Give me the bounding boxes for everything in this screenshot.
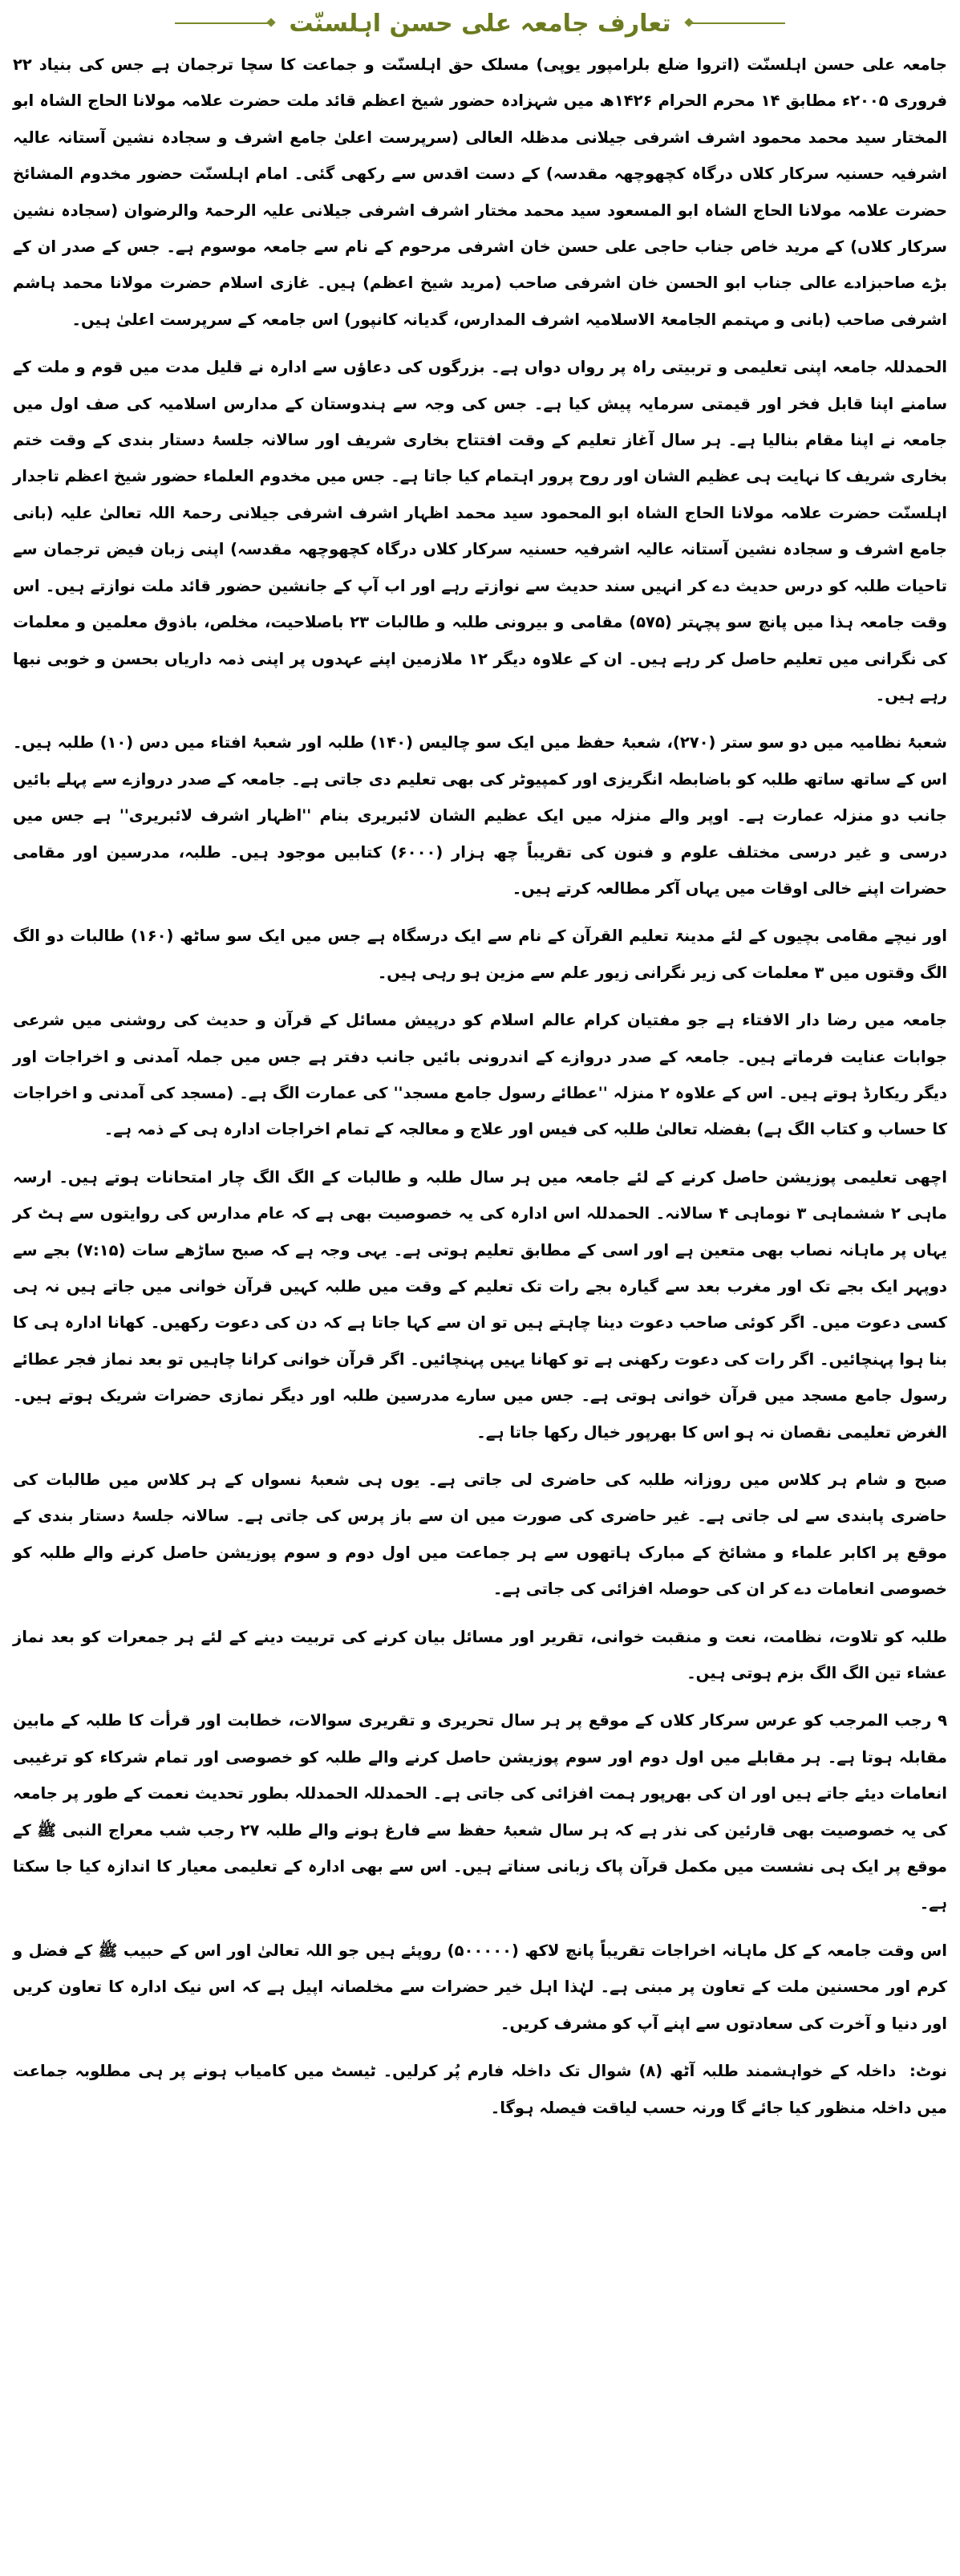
paragraph-progress: الحمدللہ جامعہ اپنی تعلیمی و تربیتی راہ پر رواں دواں ہے۔ بزرگوں کی دعاؤں سے ادارہ نے قلیل مدت میں قوم و ملت کے سامنے اپنا قابل فخر اور قیمتی سرمایہ پیش کیا ہے۔ جس کی وجہ سے ہندوستان کے مدارس اسلامیہ کی صف اول میں جامعہ نے اپنا مقام بنالیا ہے۔ ہر سال آغاز تعلیم کے وقت افتتاح بخاری شریف اور سالانہ جلسۂ دستار بندی کے وقت ختم بخاری شریف کا نہایت ہی عظیم الشان اور روح پرور اہتمام کیا جاتا ہے۔ جس میں مخدوم العلماء حضور شیخ اعظم تاجدار اہلسنّت حضرت علامہ مولانا الحاج الشاہ ابو المحمود سید محمد اظہار اشرف اشرفی جیلانی رحمۃ اللہ تعالیٰ علیہ (بانی جامع اشرف و سجادہ نشین آستانہ عالیہ اشرفیہ حسنیہ سرکار کلاں درگاہ کچھوچھہ مقدسہ) اپنی زبان فیض ترجمان سے تاحیات طلبہ کو درس حدیث دے کر انہیں سند حدیث سے نوازتے رہے اور اب آپ کے جانشین حضور قائد ملت نوازتے ہیں۔ اس وقت جامعہ ہذا میں پانچ سو پچہتر (۵۷۵) مقامی و بیرونی طلبہ و طالبات ۲۳ باصلاحیت، مخلص، باذوق معلمین و معلمات کی نگرانی میں تعلیم حاصل کر رہے ہیں۔ ان کے علاوہ دیگر ۱۲ ملازمین اپنے عہدوں پر اپنی ذمہ داریاں بحسن و خوبی نبھا رہے ہیں۔ — [13, 358, 948, 704]
title-rule-right — [689, 21, 785, 26]
article-body — [13, 47, 947, 2042]
page-header — [13, 0, 947, 47]
note-label: نوٹ: — [909, 2062, 947, 2081]
title-rule-left — [175, 21, 271, 26]
paragraph-attendance: صبح و شام ہر کلاس میں روزانہ طلبہ کی حاضری لی جاتی ہے۔ یوں ہی شعبۂ نسواں کے ہر کلاس میں طالبات کی حاضری پابندی سے لی جاتی ہے۔ غیر حاضری کی صورت میں ان سے باز پرس کی جاتی ہے۔ سالانہ جلسۂ دستار بندی کے موقع پر اکابر علماء و مشائخ کے مبارک ہاتھوں سے ہر جماعت میں اول دوم و سوم پوزیشن حاصل کرنے والے طلبہ کو خصوصی انعامات دے کر ان کی حوصلہ افزائی کی جاتی ہے۔ — [13, 1471, 947, 1599]
paragraph-girls-school: اور نیچے مقامی بچیوں کے لئے مدینۃ تعلیم القرآن کے نام سے ایک درسگاہ ہے جس میں ایک سو ساٹھ (۱۶۰) طالبات دو الگ الگ وقتوں میں ۳ معلمات کی زیر نگرانی زیور علم سے مزین ہو رہی ہیں۔ — [13, 927, 947, 982]
paragraph-competitions: ۹ رجب المرجب کو عرس سرکار کلاں کے موقع پر ہر سال تحریری و تقریری سوالات، خطابت اور قرأت کا طلبہ کے مابین مقابلہ ہوتا ہے۔ ہر مقابلے میں اول دوم اور سوم پوزیشن حاصل کرنے والے طلبہ کو خصوصی اور تمام شرکاء کو ترغیبی انعامات دیئے جاتے ہیں اور ان کی بھرپور ہمت افزائی کی جاتی ہے۔ الحمدللہ الحمدللہ بطور تحدیث نعمت کے طور پر جامعہ کی یہ خصوصیت بھی قارئین کی نذر ہے کہ ہر سال شعبۂ حفظ سے فارغ ہونے والے طلبہ ۲۷ رجب شب معراج النبی ﷺ کے موقع پر ایک ہی نشست میں مکمل قرآن پاک زبانی سناتے ہیں۔ اس سے بھی ادارہ کے تعلیمی معیار کا اندازہ کیا جا سکتا ہے۔ — [13, 1711, 948, 1913]
paragraph-exams: اچھی تعلیمی پوزیشن حاصل کرنے کے لئے جامعہ میں ہر سال طلبہ و طالبات کے الگ الگ چار امتحانات ہوتے ہیں۔ ارسہ ماہی ۲ ششماہی ۳ نوماہی ۴ سالانہ۔ الحمدللہ اس ادارہ کی یہ خصوصیت بھی ہے کہ عام مدارس کی روایتوں سے ہٹ کر یہاں پر ماہانہ نصاب بھی متعین ہے اور اسی کے مطابق تعلیم ہوتی ہے۔ یہی وجہ ہے کہ صبح ساڑھے سات (۷:۱۵) بجے سے دوپہر ایک بجے تک اور مغرب بعد سے گیارہ بجے رات تک تعلیم کے وقت میں طلبہ کہیں قرآن خوانی میں جاتے ہیں نہ ہی کسی دعوت میں۔ اگر کوئی صاحب دعوت دینا چاہتے ہیں تو ان سے کہا جاتا ہے کہ دن کی دعوت رکھیں۔ کھانا ادارہ ہی کا بنا ہوا پہنچائیں۔ اگر رات کی دعوت رکھنی ہے تو کھانا یہیں پہنچائیں۔ اگر قرآن خوانی کرانا چاہیں تو بعد نماز فجر عطائے رسول جامع مسجد میں قرآن خوانی ہوتی ہے۔ جس میں سارے مدرسین طلبہ اور دیگر نمازی حضرات شریک ہوتے ہیں۔ الغرض تعلیمی نقصان نہ ہو اس کا بھرپور خیال رکھا جاتا ہے۔ — [13, 1167, 948, 1442]
paragraph-intro: جامعہ علی حسن اہلسنّت (اتروا ضلع بلرامپور یوپی) مسلک حق اہلسنّت و جماعت کا سچا ترجمان ہے جس کی بنیاد ۲۲ فروری ۲۰۰۵ء مطابق ۱۴ محرم الحرام ۱۴۲۶ھ میں شہزادہ حضور شیخ اعظم قائد ملت حضرت علامہ مولانا الحاج الشاہ ابو المختار سید محمد محمود اشرف اشرفی جیلانی مدظلہ العالی (سرپرست اعلیٰ جامع اشرف و سجادہ نشین آستانہ عالیہ اشرفیہ حسنیہ سرکار کلاں درگاہ کچھوچھہ مقدسہ) کے دست اقدس سے رکھی گئی۔ امام اہلسنّت حضور مخدوم المشائخ حضرت علامہ مولانا الحاج الشاہ ابو المسعود سید محمد مختار اشرف اشرفی جیلانی علیہ الرحمۃ والرضوان (سجادہ نشین سرکار کلاں) کے مرید خاص جناب حاجی علی حسن خان اشرفی مرحوم کے نام سے جامعہ موسوم ہے۔ جس کے صدر ان کے بڑے صاحبزادے عالی جناب ابو الحسن خان اشرفی صاحب (مرید شیخ اعظم) ہیں۔ غازی اسلام حضرت مولانا محمد ہاشم اشرفی صاحب (بانی و مہتمم الجامعۃ الاسلامیہ اشرف المدارس، گدیانہ کانپور) اس جامعہ کے سرپرست اعلیٰ ہیں۔ — [13, 55, 947, 329]
paragraph-dar-ul-ifta: جامعہ میں رضا دار الافتاء ہے جو مفتیان کرام عالم اسلام کو درپیش مسائل کے قرآن و حدیث کی روشنی میں شرعی جوابات عنایت فرماتے ہیں۔ جامعہ کے صدر دروازے کے اندرونی بائیں جانب دفتر ہے جس میں جملہ آمدنی و اخراجات اور دیگر ریکارڈ ہوتے ہیں۔ اس کے علاوہ ۲ منزلہ ''عطائے رسول جامع مسجد'' کی عمارت الگ ہے۔ (مسجد کی آمدنی و اخراجات کا حساب و کتاب الگ ہے) بفضلہ تعالیٰ طلبہ کی فیس اور علاج و معالجہ کے تمام اخراجات ادارہ ہی کے ذمہ ہے۔ — [13, 1011, 948, 1139]
note-text: داخلہ کے خواہشمند طلبہ آٹھ (۸) شوال تک داخلہ فارم پُر کرلیں۔ ٹیسٹ میں کامیاب ہونے پر ہی مطلوبہ جماعت میں داخلہ منظور کیا جائے گا ورنہ حسب لیاقت فیصلہ ہوگا۔ — [13, 2062, 947, 2117]
paragraph-training: طلبہ کو تلاوت، نظامت، نعت و منقبت خوانی، تقریر اور مسائل بیان کرنے کی تربیت دینے کے لئے ہر جمعرات کو بعد نماز عشاء تین الگ الگ بزم ہوتی ہیں۔ — [13, 1627, 947, 1683]
paragraph-departments: شعبۂ نظامیہ میں دو سو ستر (۲۷۰)، شعبۂ حفظ میں ایک سو چالیس (۱۴۰) طلبہ اور شعبۂ افتاء میں دس (۱۰) طلبہ ہیں۔ اس کے ساتھ ساتھ طلبہ کو باضابطہ انگریزی اور کمپیوٹر کی بھی تعلیم دی جاتی ہے۔ جامعہ کے صدر دروازے سے پہلے بائیں جانب دو منزلہ عمارت ہے۔ اوپر والے منزلہ میں ایک عظیم الشان لائبریری بنام ''اظہار اشرف لائبریری'' ہے جس میں درسی و غیر درسی مختلف علوم و فنون کی تقریباً چھ ہزار (۶۰۰۰) کتابیں موجود ہیں۔ طلبہ، مدرسین اور مقامی حضرات اپنے خالی اوقات میں یہاں آکر مطالعہ کرتے ہیں۔ — [13, 733, 947, 898]
admission-note — [13, 2053, 947, 2126]
paragraph-expenses: اس وقت جامعہ کے کل ماہانہ اخراجات تقریباً پانچ لاکھ (۵۰۰۰۰۰) روپئے ہیں جو اللہ تعالیٰ اور اس کے حبیب ﷺ کے فضل و کرم اور محسنین ملت کے تعاون پر مبنی ہے۔ لہٰذا اہل خیر حضرات سے مخلصانہ اپیل ہے کہ اس نیک ادارہ کا تعاون کریں اور دنیا و آخرت کی سعادتوں سے اپنے آپ کو مشرف کریں۔ — [13, 1941, 947, 2033]
page-title: تعارف جامعہ علی حسن اہلسنّت — [289, 9, 671, 38]
